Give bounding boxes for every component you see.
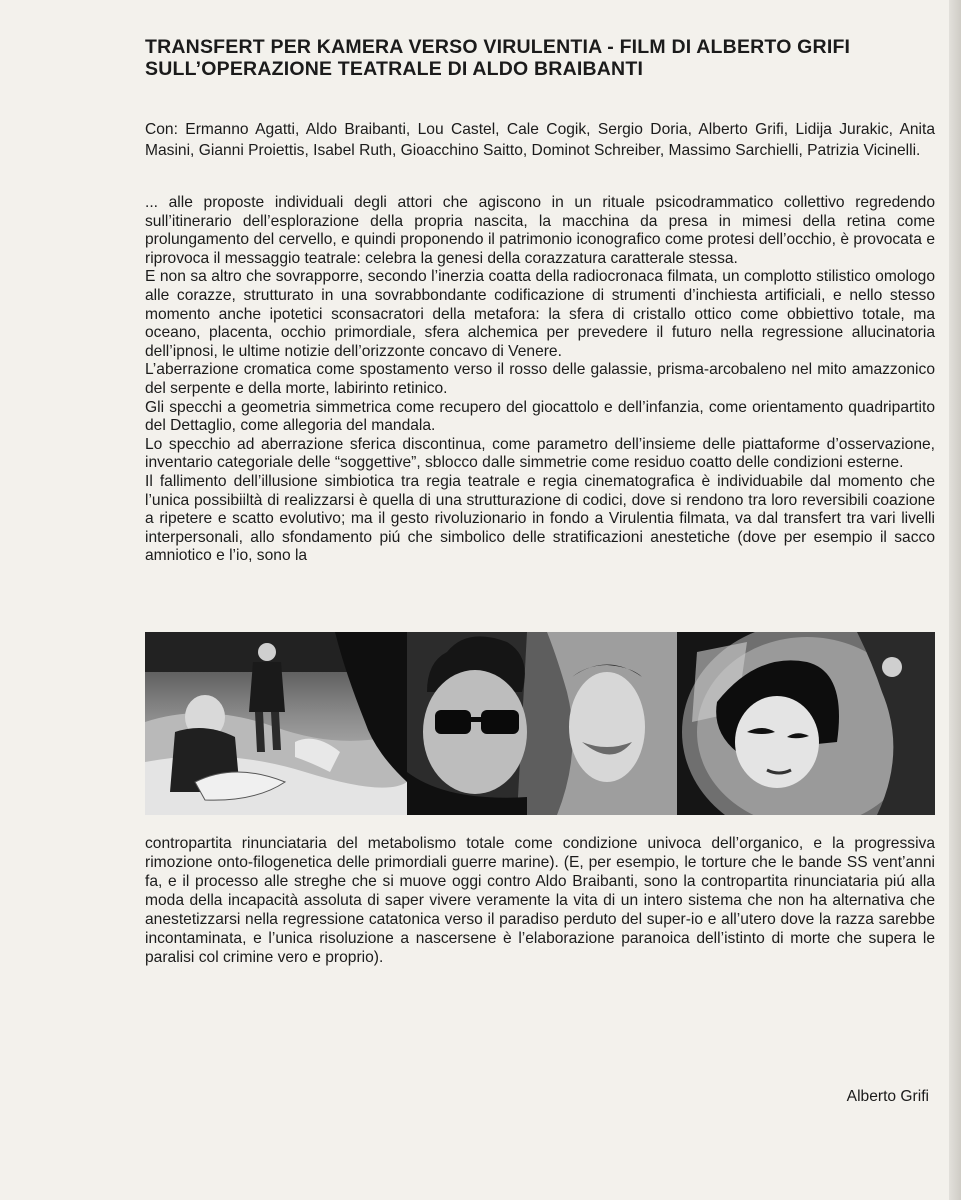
article-body	[145, 194, 935, 566]
woman-distorted-mirror-photo	[677, 632, 935, 815]
page-edge	[949, 0, 961, 1200]
article-continuation	[145, 834, 935, 967]
beach-scene-photo	[145, 632, 407, 815]
paragraph: Gli specchi a geometria simmetrica come recupero del giocattolo e dell’infanzia, come orientamento quadripartito del Dettaglio, come allegoria del mandala.	[145, 398, 935, 435]
paragraph: ... alle proposte individuali degli attori che agiscono in un rituale psicodrammatico collettivo regredendo sull’itinerario dell’esplorazione della propria nascita, la macchina da presa in mimesi della retina come prolungamento del cervello, e quindi proponendo il patrimonio iconografico come protesi dell’occhio, è provocata e riprovoca il messaggio teatrale: celebra la genesi della corazzatura caratterale stessa.	[145, 194, 935, 267]
paragraph: L’aberrazione cromatica come spostamento verso il rosso delle galassie, prisma-arcobaleno nel mito amazzonico del serpente e della morte, labirinto retinico.	[145, 361, 935, 397]
paragraph: E non sa altro che sovrapporre, secondo l’inerzia coatta della radiocronaca filmata, un complotto stilistico omologo alle corazze, strutturato in una sovrabbondante codificazione di strumenti d’inchiesta artificiali, e nello stesso momento anche ipotetici sconsacratori della metafora: la sfera di cristallo ottico come obbiettivo totale, ma oceano, placenta, occhio primordiale, sfera alchemica per prevedere il futuro nella regressione allucinatoria dell’ipnosi, le ultime notizie dell’orizzonte concavo di Venere.	[145, 268, 935, 360]
title-line-1: TRANSFERT PER KAMERA VERSO VIRULENTIA - FILM DI ALBERTO GRIFI	[145, 36, 851, 58]
article-title	[145, 36, 935, 80]
photo-strip	[145, 632, 935, 815]
paragraph: Il fallimento dell’illusione simbiotica tra regia teatrale e regia cinematografica è individuabile dal momento che l’unica possibiiltà di realizzarsi è quella di una strutturazione di codici, dove si rendono tra loro reversibili coazione a ripetere e scatto evolutivo; ma il gesto rivoluzionario in fondo a Virulentia filmata, va dal transfert tra vari livelli interpersonali, allo sfondamento piú che simbolico delle stratificazioni anestetiche (dove per esempio il sacco amniotico e l’io, sono la	[145, 472, 935, 565]
cast-list: Con: Ermanno Agatti, Aldo Braibanti, Lou Castel, Cale Cogik, Sergio Doria, Alberto Grifi, Lidija Jurakic, Anita Masini, Gianni Proiettis, Isabel Ruth, Gioacchino Saitto, Dominot Schreiber, Massimo Sarchielli, Patrizia Vicinelli.	[145, 121, 935, 159]
man-with-glasses-photo	[407, 632, 677, 815]
title-line-2: SULL’OPERAZIONE TEATRALE DI ALDO BRAIBANTI	[145, 58, 644, 80]
paragraph: contropartita rinunciataria del metabolismo totale come condizione univoca dell’organico, e la progressiva rimozione onto-filogenetica delle primordiali guerre marine). (E, per esempio, le torture che le bande SS vent’anni fa, e il processo alle streghe che si muove oggi contro Aldo Braibanti, sono la contropartita rinunciataria piú alla moda della incapacità assoluta di saper vivere veramente la vita di un intero sistema che non ha alternativa che anestetizzarsi nella regressione catatonica verso il paradiso perduto del super-io e all’utero dove la razza sarebbe incontaminata, e l’unica risoluzione a nascersene è l’elaborazione paranoica dell’istinto di morte che supera le paralisi col crimine vero e proprio).	[145, 835, 935, 966]
paragraph: Lo specchio ad aberrazione sferica discontinua, come parametro dell’insieme delle piattaforme d’osservazione, inventario categoriale delle “soggettive”, sblocco dalle simmetrie come residuo coatto delle condizioni esterne.	[145, 435, 935, 472]
author-signature: Alberto Grifi	[846, 1088, 929, 1105]
